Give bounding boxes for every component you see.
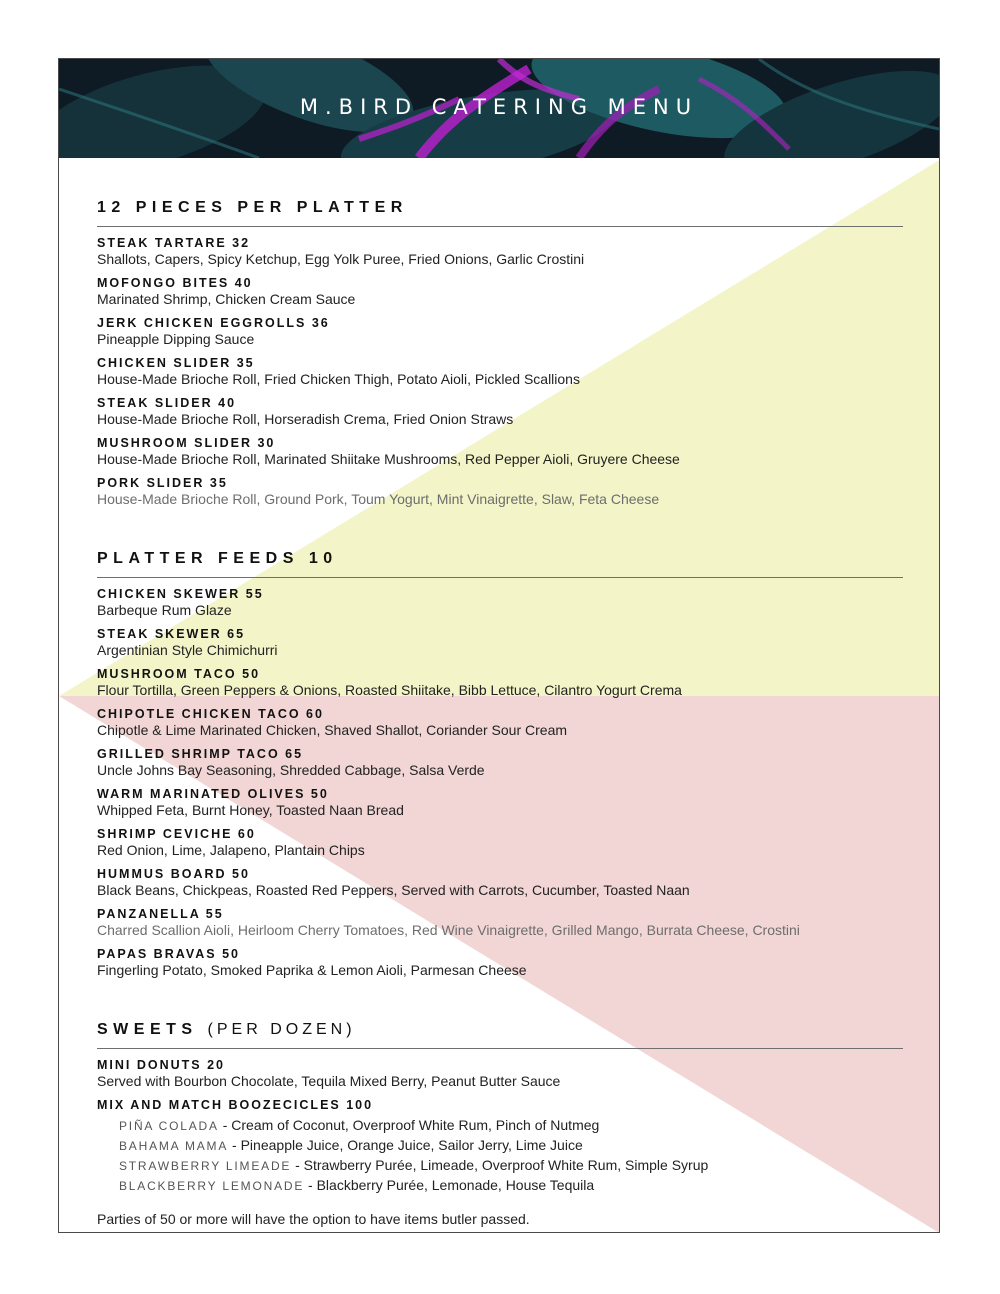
footer-note: Parties of 50 or more will have the option to have items butler passed. [97,1211,530,1227]
section-title [97,1021,903,1049]
menu-item [97,826,903,859]
item-name: MIX AND MATCH BOOZECICLES 100 [97,1098,374,1112]
item-desc: Uncle Johns Bay Seasoning, Shredded Cabbage, Salsa Verde [97,762,485,778]
menu-item [97,946,903,979]
menu-item [97,355,903,388]
sweets-title: SWEETS [97,1021,198,1038]
item-desc: Pineapple Dipping Sauce [97,331,255,347]
menu-item [97,235,903,268]
item-desc: Shallots, Capers, Spicy Ketchup, Egg Yolk Puree, Fried Onions, Garlic Crostini [97,251,585,267]
item-name: GRILLED SHRIMP TACO 65 [97,747,304,761]
item-name: WARM MARINATED OLIVES 50 [97,787,329,801]
item-name: MUSHROOM TACO 50 [97,667,261,681]
item-desc: Flour Tortilla, Green Peppers & Onions, Roasted Shiitake, Bibb Lettuce, Cilantro Yogurt Crema [97,682,682,698]
item-desc: House-Made Brioche Roll, Marinated Shiitake Mushrooms, Red Pepper Aioli, Gruyere Cheese [97,451,680,467]
flavor-name: PIÑA COLADA [119,1119,219,1133]
item-name: HUMMUS BOARD 50 [97,867,250,881]
flavor-item [97,1116,903,1136]
flavor-name: BLACKBERRY LEMONADE [119,1179,305,1193]
menu-item [97,475,903,508]
item-desc: Fingerling Potato, Smoked Paprika & Lemon Aioli, Parmesan Cheese [97,962,527,978]
flavor-desc: - Blackberry Purée, Lemonade, House Tequila [308,1177,595,1193]
menu-item [97,1097,903,1196]
menu-item [97,395,903,428]
flavor-item [97,1156,903,1176]
menu-item [97,906,903,939]
item-name: CHIPOTLE CHICKEN TACO 60 [97,707,324,721]
item-name: MINI DONUTS 20 [97,1058,226,1072]
item-desc: Argentinian Style Chimichurri [97,642,278,658]
item-desc: Red Onion, Lime, Jalapeno, Plantain Chips [97,842,365,858]
item-desc: Marinated Shrimp, Chicken Cream Sauce [97,291,356,307]
header-banner [59,59,939,158]
flavor-name: BAHAMA MAMA [119,1139,229,1153]
menu-content [97,199,903,1227]
item-desc: Charred Scallion Aioli, Heirloom Cherry Tomatoes, Red Wine Vinaigrette, Grilled Mango, Burrata Cheese, Crostini [97,922,800,938]
item-name: PANZANELLA 55 [97,907,224,921]
menu-page [58,58,940,1233]
item-name: MOFONGO BITES 40 [97,276,253,290]
section-title: PLATTER FEEDS 10 [97,550,903,578]
item-name: STEAK SLIDER 40 [97,396,237,410]
menu-item [97,786,903,819]
menu-title: M.BIRD CATERING MENU [299,95,699,119]
item-desc: Chipotle & Lime Marinated Chicken, Shaved Shallot, Coriander Sour Cream [97,722,568,738]
menu-item [97,626,903,659]
item-name: CHICKEN SKEWER 55 [97,587,264,601]
menu-item [97,586,903,619]
item-name: PORK SLIDER 35 [97,476,228,490]
item-name: MUSHROOM SLIDER 30 [97,436,276,450]
flavor-desc: - Cream of Coconut, Overproof White Rum, Pinch of Nutmeg [222,1117,600,1133]
item-desc: House-Made Brioche Roll, Fried Chicken Thigh, Potato Aioli, Pickled Scallions [97,371,580,387]
section-sweets [97,1021,903,1227]
menu-item [97,706,903,739]
item-desc: Barbeque Rum Glaze [97,602,232,618]
flavor-name: STRAWBERRY LIMEADE [119,1159,292,1173]
item-name: STEAK SKEWER 65 [97,627,246,641]
item-desc: Black Beans, Chickpeas, Roasted Red Peppers, Served with Carrots, Cucumber, Toasted Naan [97,882,690,898]
flavor-desc: - Strawberry Purée, Limeade, Overproof White Rum, Simple Syrup [295,1157,709,1173]
item-name: SHRIMP CEVICHE 60 [97,827,256,841]
sweets-subtitle: (PER DOZEN) [207,1021,356,1038]
menu-item [97,866,903,899]
item-name: STEAK TARTARE 32 [97,236,251,250]
item-desc: Whipped Feta, Burnt Honey, Toasted Naan Bread [97,802,404,818]
section-platter-feeds [97,550,903,979]
item-name: PAPAS BRAVAS 50 [97,947,240,961]
menu-item [97,666,903,699]
item-name: CHICKEN SLIDER 35 [97,356,255,370]
flavor-item [97,1176,903,1196]
flavor-desc: - Pineapple Juice, Orange Juice, Sailor Jerry, Lime Juice [232,1137,583,1153]
flavor-item [97,1136,903,1156]
item-desc: House-Made Brioche Roll, Horseradish Crema, Fried Onion Straws [97,411,514,427]
menu-item [97,275,903,308]
section-12-pieces [97,199,903,508]
item-name: JERK CHICKEN EGGROLLS 36 [97,316,330,330]
menu-item [97,315,903,348]
menu-item [97,435,903,468]
menu-item [97,746,903,779]
section-title: 12 PIECES PER PLATTER [97,199,903,227]
item-desc: Served with Bourbon Chocolate, Tequila Mixed Berry, Peanut Butter Sauce [97,1073,561,1089]
item-desc: House-Made Brioche Roll, Ground Pork, Toum Yogurt, Mint Vinaigrette, Slaw, Feta Cheese [97,491,660,507]
menu-item [97,1057,903,1090]
